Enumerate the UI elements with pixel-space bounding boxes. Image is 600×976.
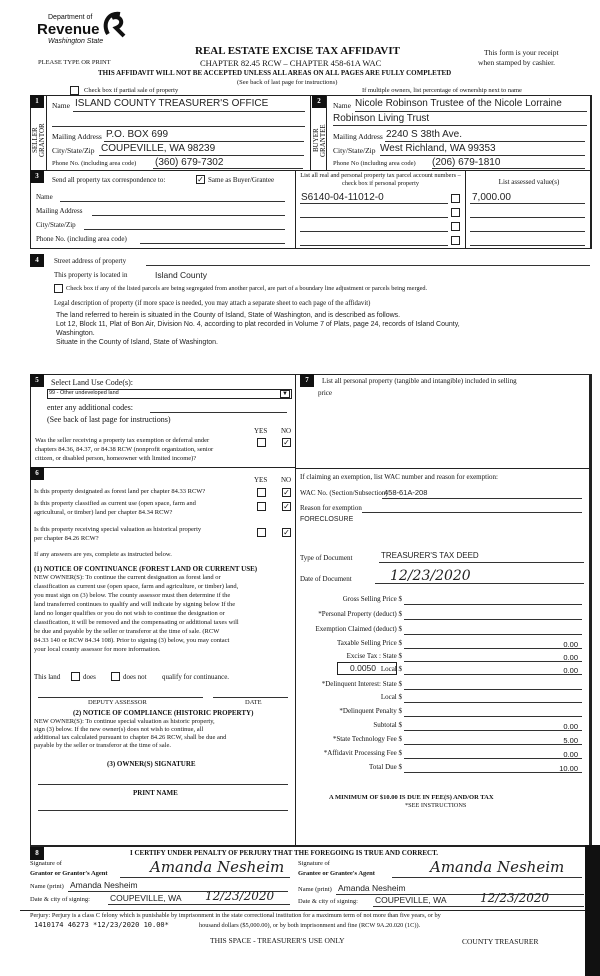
seller-mail-field[interactable]: P.O. BOX 699 bbox=[106, 129, 169, 140]
form-title: REAL ESTATE EXCISE TAX AFFIDAVIT bbox=[195, 45, 400, 57]
amount-field[interactable] bbox=[404, 716, 582, 717]
grantor-date-label: Date & city of signing: bbox=[30, 896, 90, 903]
receipt-note-1: This form is your receipt bbox=[484, 48, 559, 57]
does-label: does bbox=[83, 673, 96, 681]
grantee-agent-label: Grantee or Grantee's Agent bbox=[298, 870, 375, 877]
partial-sale-label: Check box if partial sale of property bbox=[84, 87, 179, 94]
seller-side-label: SELLER GRANTOR bbox=[31, 123, 46, 158]
print-name-label: PRINT NAME bbox=[133, 789, 178, 797]
amount-label: Subtotal $ bbox=[373, 721, 402, 729]
legal-line: The land referred to herein is situated in the County of Island, State of Washington, and is described as follows. bbox=[56, 312, 401, 319]
exemption-claim-label: If claiming an exemption, list WAC number and reason for exemption: bbox=[300, 473, 498, 481]
amount-label: Local $ bbox=[380, 665, 402, 673]
section-2-number: 2 bbox=[312, 95, 326, 108]
amount-label: Total Due $ bbox=[369, 763, 402, 771]
see-instructions-note: *SEE INSTRUCTIONS bbox=[405, 802, 467, 809]
segregated-checkbox[interactable] bbox=[54, 284, 63, 293]
owner-signature-heading: (3) OWNER(S) SIGNATURE bbox=[107, 760, 196, 768]
legal-line: Washington. bbox=[56, 330, 95, 337]
buyer-city-field[interactable]: West Richland, WA 99353 bbox=[380, 143, 496, 154]
located-in-label: This property is located in bbox=[54, 271, 128, 279]
owner-signature-field[interactable] bbox=[38, 784, 288, 785]
section-5-number: 5 bbox=[30, 374, 44, 387]
forest-no-checkbox[interactable]: ✓ bbox=[283, 488, 290, 497]
buyer-name-line2[interactable]: Robinson Living Trust bbox=[333, 113, 430, 124]
land-use-dropdown[interactable] bbox=[47, 389, 292, 399]
seller-name-field[interactable]: ISLAND COUNTY TREASURER'S OFFICE bbox=[75, 98, 269, 109]
perjury-notice: housand dollars ($5,000.00), or by both imprisonment and fine (RCW 9A.20.020 (1C)). bbox=[199, 922, 421, 929]
does-not-checkbox[interactable] bbox=[111, 672, 120, 681]
grantee-sig-label: Signature of bbox=[298, 860, 330, 867]
grantor-agent-label: Grantor or Grantor's Agent bbox=[30, 870, 108, 877]
corr-phone-field[interactable] bbox=[140, 243, 285, 244]
chevron-down-icon[interactable]: ▼ bbox=[280, 390, 290, 398]
amount-label: *State Technology Fee $ bbox=[332, 735, 402, 743]
personal-property-checkbox[interactable] bbox=[451, 236, 460, 245]
exemption-question: Was the seller receiving a property tax exemption or deferral under bbox=[35, 437, 210, 444]
minimum-due-note: A MINIMUM OF $10.00 IS DUE IN FEE(S) AND/OR TAX bbox=[329, 794, 494, 801]
parcel-number-field[interactable]: S6140-04-11012-0 bbox=[301, 192, 384, 203]
segregated-label: Check box if any of the listed parcels are being segregated from another parcel, are part of a boundary line adjustment or parcels being merged. bbox=[66, 285, 428, 292]
amount-field[interactable] bbox=[404, 619, 582, 620]
personal-property-checkbox[interactable] bbox=[451, 208, 460, 217]
street-address-label: Street address of property bbox=[54, 257, 127, 265]
grantor-date-field[interactable]: 12/23/2020 bbox=[205, 889, 275, 903]
grantee-date-field[interactable]: 12/23/2020 bbox=[480, 891, 550, 905]
logo-revenue: Revenue bbox=[37, 21, 100, 38]
amount-value: 10.00 bbox=[559, 764, 578, 773]
amount-value: 0.00 bbox=[563, 750, 578, 759]
seller-name-label: Name bbox=[52, 101, 70, 110]
current-use-question: agricultural, or timber) land per chapter 84.34 RCW? bbox=[34, 509, 173, 516]
amount-label: *Affidavit Processing Fee $ bbox=[323, 749, 402, 757]
land-use-value: 99 - Other undeveloped land bbox=[49, 390, 119, 396]
personal-property-label: price bbox=[318, 389, 332, 397]
please-type: PLEASE TYPE OR PRINT bbox=[38, 59, 111, 66]
amount-label: Gross Selling Price $ bbox=[342, 595, 402, 603]
amount-label: Exemption Claimed (deduct) $ bbox=[315, 625, 402, 633]
grantee-city-field[interactable]: COUPEVILLE, WA bbox=[375, 895, 447, 905]
personal-property-checkbox[interactable] bbox=[451, 194, 460, 203]
exemption-question: chapters 84.36, 84.37, or 84.38 RCW (nonprofit organization, senior bbox=[35, 446, 214, 453]
send-correspondence-label: Send all property tax correspondence to: bbox=[52, 176, 166, 184]
land-use-label: Select Land Use Code(s): bbox=[51, 378, 133, 387]
buyer-name-label: Name bbox=[333, 101, 351, 110]
amount-value: 0.00 bbox=[563, 722, 578, 731]
certify-statement: I CERTIFY UNDER PENALTY OF PERJURY THAT THE FOREGOING IS TRUE AND CORRECT. bbox=[130, 849, 439, 857]
same-as-buyer-label: Same as Buyer/Grantee bbox=[208, 176, 275, 184]
buyer-phone-field[interactable]: (206) 679-1810 bbox=[432, 157, 501, 168]
historic-no-checkbox[interactable]: ✓ bbox=[283, 528, 290, 537]
form-subtitle: CHAPTER 82.45 RCW – CHAPTER 458-61A WAC bbox=[200, 58, 382, 68]
yes-header: YES bbox=[254, 427, 268, 435]
seller-mail-label: Mailing Address bbox=[52, 132, 102, 141]
does-checkbox[interactable] bbox=[71, 672, 80, 681]
logo-state: Washington State bbox=[48, 38, 104, 45]
logo-dept: Department of bbox=[48, 14, 93, 21]
deputy-assessor-signature[interactable] bbox=[38, 697, 203, 698]
receipt-note-2: when stamped by cashier. bbox=[478, 58, 556, 67]
current-use-yes-checkbox[interactable] bbox=[257, 502, 266, 511]
amount-field[interactable] bbox=[404, 702, 582, 703]
notice-compliance-heading: (2) NOTICE OF COMPLIANCE (HISTORIC PROPERTY) bbox=[73, 709, 254, 717]
exemption-question: citizen, or disabled person, homeowner with limited income)? bbox=[35, 455, 197, 462]
section-6-number: 6 bbox=[30, 467, 44, 480]
multiple-owners-note: If multiple owners, list percentage of ownership next to name bbox=[362, 87, 522, 94]
wac-label: WAC No. (Section/Subsection) bbox=[300, 489, 388, 497]
county-treasurer-label: COUNTY TREASURER bbox=[462, 937, 539, 946]
parcel-header: List all real and personal property tax parcel account numbers – check box if personal property bbox=[300, 172, 461, 188]
grantee-signature[interactable]: Amanda Nesheim bbox=[430, 858, 565, 876]
additional-codes-label: enter any additional codes: bbox=[47, 403, 133, 412]
exemption-yes-checkbox[interactable] bbox=[257, 438, 266, 447]
exemption-no-checkbox[interactable]: ✓ bbox=[283, 438, 290, 447]
grantee-name-field[interactable]: Amanda Nesheim bbox=[338, 883, 406, 893]
notice-continuance-heading: (1) NOTICE OF CONTINUANCE (FOREST LAND OR CURRENT USE) bbox=[34, 565, 258, 573]
completion-warning: THIS AFFIDAVIT WILL NOT BE ACCEPTED UNLESS ALL AREAS ON ALL PAGES ARE FULLY COMPLETED bbox=[98, 69, 452, 77]
same-as-buyer-checkbox[interactable]: ✓ bbox=[197, 175, 204, 184]
legal-line: Lot 12, Block 11, Plat of Bon Air, Division No. 4, according to plat recorded in Volume 7 of Plats, page 24, records of Island County, bbox=[56, 321, 460, 328]
local-rate-value: 0.0050 bbox=[350, 663, 376, 673]
grantor-city-field[interactable]: COUPEVILLE, WA bbox=[110, 893, 182, 903]
buyer-name-field[interactable]: Nicole Robinson Trustee of the Nicole Lorraine bbox=[355, 98, 562, 109]
current-use-no-checkbox[interactable]: ✓ bbox=[283, 502, 290, 511]
buyer-mail-field[interactable]: 2240 S 38th Ave. bbox=[386, 129, 462, 140]
seller-phone-field[interactable]: (360) 679-7302 bbox=[155, 157, 224, 168]
qualify-label: qualify for continuance. bbox=[162, 673, 230, 681]
section-8-number: 8 bbox=[30, 847, 44, 860]
no-header: NO bbox=[281, 476, 292, 484]
this-land-label: This land bbox=[34, 673, 61, 681]
amount-label: Excise Tax : State $ bbox=[346, 652, 402, 660]
grantor-signature[interactable]: Amanda Nesheim bbox=[150, 858, 285, 876]
forest-land-question: Is this property designated as forest land per chapter 84.33 RCW? bbox=[34, 488, 206, 495]
deputy-date-label: DATE bbox=[245, 699, 262, 706]
personal-property-label: List all personal property (tangible and intangible) included in selling bbox=[322, 377, 517, 385]
partial-sale-checkbox[interactable] bbox=[70, 86, 79, 95]
seller-city-field[interactable]: COUPEVILLE, WA 98239 bbox=[101, 143, 216, 154]
corr-mail-label: Mailing Address bbox=[36, 207, 83, 215]
buyer-mail-label: Mailing Address bbox=[333, 132, 383, 141]
print-name-field[interactable] bbox=[38, 810, 288, 811]
grantor-sig-label: Signature of bbox=[30, 860, 62, 867]
forest-yes-checkbox[interactable] bbox=[257, 488, 266, 497]
additional-codes-field[interactable] bbox=[150, 412, 287, 413]
corr-city-field[interactable] bbox=[84, 229, 285, 230]
yes-header: YES bbox=[254, 476, 268, 484]
amount-label: Local $ bbox=[380, 693, 402, 701]
amount-value: 5.00 bbox=[563, 736, 578, 745]
amount-field[interactable] bbox=[404, 634, 582, 635]
grantee-date-label: Date & city of signing: bbox=[298, 898, 358, 905]
section-4-number: 4 bbox=[30, 254, 44, 267]
corr-mail-field[interactable] bbox=[92, 215, 285, 216]
historic-question: Is this property receiving special valuation as historical property bbox=[34, 526, 202, 533]
legal-description-label: Legal description of property (if more space is needed, you may attach a separate sheet to each page of the affidavit) bbox=[54, 300, 371, 307]
see-back-note: (See back of last page for instructions) bbox=[237, 79, 338, 86]
grantor-name-label: Name (print) bbox=[30, 883, 64, 890]
doc-date-field[interactable]: 12/23/2020 bbox=[390, 568, 471, 584]
legal-line: Situate in the County of Island, State of Washington. bbox=[56, 339, 219, 346]
doc-date-label: Date of Document bbox=[300, 575, 352, 583]
amount-label: *Delinquent Penalty $ bbox=[339, 707, 402, 715]
amount-label: Taxable Selling Price $ bbox=[336, 639, 402, 647]
amount-value: 0.00 bbox=[563, 666, 578, 675]
grantor-name-field[interactable]: Amanda Nesheim bbox=[70, 880, 138, 890]
section-3-number: 3 bbox=[30, 170, 44, 183]
personal-property-checkbox[interactable] bbox=[451, 222, 460, 231]
buyer-city-label: City/State/Zip bbox=[333, 146, 376, 155]
doc-type-label: Type of Document bbox=[300, 554, 353, 562]
corr-city-label: City/State/Zip bbox=[36, 221, 76, 229]
reason-field[interactable]: FORECLOSURE bbox=[300, 516, 354, 523]
deputy-assessor-label: DEPUTY ASSESSOR bbox=[88, 699, 147, 706]
corr-phone-label: Phone No. (including area code) bbox=[36, 235, 127, 243]
dor-logo-icon bbox=[100, 10, 126, 38]
seller-phone-label: Phone No. (including area code) bbox=[52, 160, 137, 167]
does-not-label: does not bbox=[123, 673, 147, 681]
current-use-question: Is this property classified as current use (open space, farm and bbox=[34, 500, 196, 507]
scan-edge bbox=[585, 845, 600, 976]
perjury-notice: Perjury: Perjury is a class C felony which is punishable by imprisonment in the state correctional institution for a maximum term of not more than five years, or by bbox=[30, 912, 441, 919]
amount-field[interactable] bbox=[404, 604, 582, 605]
doc-type-field[interactable]: TREASURER'S TAX DEED bbox=[381, 551, 479, 560]
amount-value: 0.00 bbox=[563, 653, 578, 662]
amount-label: *Delinquent Interest: State $ bbox=[321, 680, 402, 688]
amount-value: 0.00 bbox=[563, 640, 578, 649]
no-header: NO bbox=[281, 427, 292, 435]
cashier-receipt-stamp: 1410174 46273 *12/23/2020 10.00* bbox=[34, 921, 169, 929]
section-7-number: 7 bbox=[300, 374, 314, 387]
assessed-value-field[interactable]: 7,000.00 bbox=[472, 192, 511, 203]
amount-field[interactable] bbox=[404, 689, 582, 690]
treasurer-space-label: THIS SPACE - TREASURER'S USE ONLY bbox=[210, 936, 345, 945]
deputy-date-field[interactable] bbox=[213, 697, 288, 698]
amount-label: *Personal Property (deduct) $ bbox=[318, 610, 402, 618]
corr-name-label: Name bbox=[36, 193, 53, 201]
buyer-phone-label: Phone No (including area code) bbox=[333, 160, 416, 167]
corr-name-field[interactable] bbox=[60, 201, 285, 202]
assessed-header: List assessed value(s) bbox=[498, 178, 560, 186]
wac-field[interactable]: 458-61A-208 bbox=[384, 488, 428, 497]
buyer-side-label: BUYER GRANTEE bbox=[312, 124, 327, 157]
street-address-field[interactable] bbox=[146, 265, 590, 266]
if-yes-note: If any answers are yes, complete as instructed below. bbox=[34, 551, 172, 558]
seller-city-label: City/State/Zip bbox=[52, 146, 95, 155]
grantee-name-label: Name (print) bbox=[298, 886, 332, 893]
see-back-instructions: (See back of last page for instructions) bbox=[47, 415, 171, 424]
historic-question: per chapter 84.26 RCW? bbox=[34, 535, 99, 542]
section-1-number: 1 bbox=[30, 95, 44, 108]
reason-label: Reason for exemption bbox=[300, 504, 362, 512]
county-field[interactable]: Island County bbox=[155, 270, 207, 280]
historic-yes-checkbox[interactable] bbox=[257, 528, 266, 537]
